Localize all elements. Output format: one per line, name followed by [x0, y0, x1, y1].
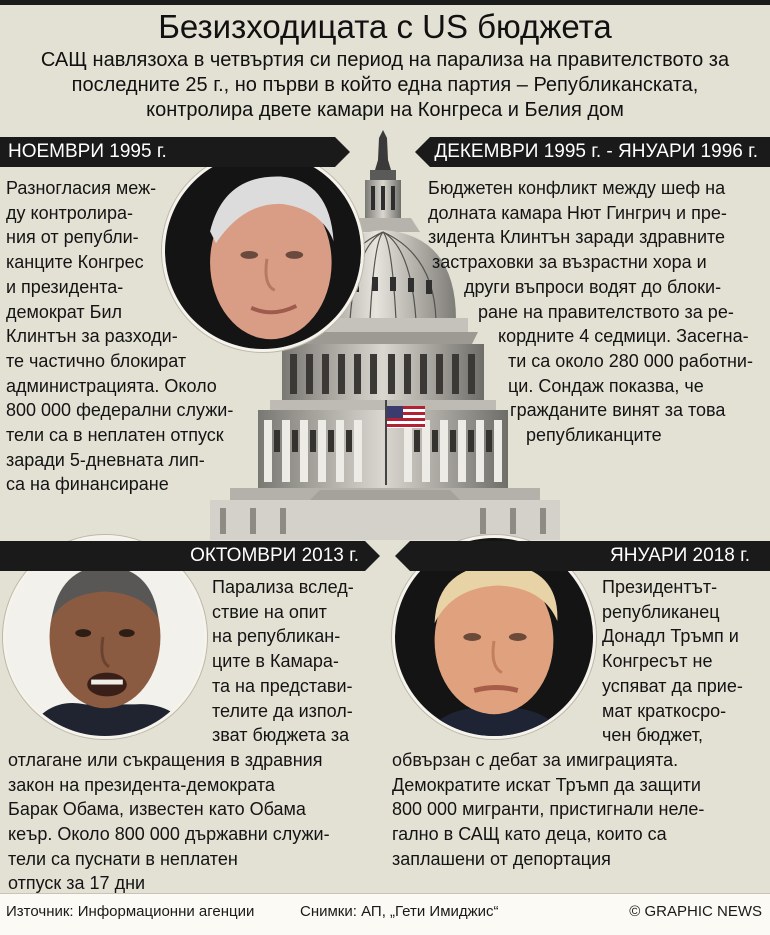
text-line: Бюджетен конфликт между шеф на	[428, 178, 726, 198]
label-text: ЯНУАРИ 2018 г.	[610, 545, 750, 566]
brand-credit: © GRAPHIC NEWS	[629, 903, 762, 920]
top-rule	[0, 0, 770, 5]
text-line: 800 000 федерални служи-	[6, 400, 234, 421]
label-text: ОКТОМВРИ 2013 г.	[190, 545, 359, 566]
footer	[0, 893, 770, 935]
label-december-1995-january-1996	[430, 137, 770, 167]
label-january-2018	[410, 541, 770, 571]
text-line: долната камара Нют Гингрич и пре-	[428, 202, 727, 223]
text-line: успяват да прие-	[602, 675, 743, 696]
subtitle-line: САЩ навлязоха в четвъртия си период на парализа на правителството за	[40, 49, 730, 71]
text-line: Конгресът не	[602, 651, 713, 672]
text-line: зват бюджета за	[212, 725, 350, 746]
text-line: Демократите искат Тръмп да защити	[392, 774, 701, 795]
text-line: ци. Сондаж показва, че	[508, 375, 704, 396]
text-line: застраховки за възрастни хора и	[432, 252, 707, 273]
page-title: Безизходицата с US бюджета	[158, 8, 612, 45]
label-text: НОЕМВРИ 1995 г.	[8, 141, 167, 162]
text-line: телите да изпол-	[212, 700, 353, 721]
text-line: на републикан-	[212, 626, 341, 647]
text-line: отлагане или съкращения в здравния	[8, 749, 323, 770]
photo-credit: Снимки: АП, „Гети Имиджис“	[300, 903, 499, 920]
subtitle-line: последните 25 г., но първи в който една партия – Републиканската,	[71, 74, 699, 96]
text-line: републиканец	[602, 601, 720, 622]
text-line: зидента Клинтън заради здравните	[428, 227, 726, 248]
text-line: гално в САЩ като деца, които са	[392, 824, 667, 845]
text-line: са на финансиране	[6, 474, 169, 495]
text-line: мат краткосро-	[602, 700, 727, 721]
text-line: ти са около 280 000 работни-	[508, 350, 753, 371]
text-line: Президентът-	[602, 577, 718, 597]
text-line: заплашени от депортация	[392, 848, 611, 869]
subtitle-line: контролира двете камари на Конгреса и Белия дом	[146, 99, 624, 121]
text-line: чен бюджет,	[602, 725, 703, 746]
text-line: ците в Камара-	[212, 651, 339, 672]
text-line: отпуск за 17 дни	[8, 873, 146, 894]
text-line: Парализа вслед-	[212, 577, 354, 597]
label-text: ДЕКЕМВРИ 1995 г. - ЯНУАРИ 1996 г.	[434, 141, 758, 162]
label-october-2013	[0, 541, 365, 571]
label-november-1995	[0, 137, 335, 167]
text-november-1995	[6, 176, 266, 497]
text-line: кордните 4 седмици. Засегна-	[498, 326, 749, 347]
text-line: администрацията. Около	[6, 375, 217, 396]
text-line: Донадл Тръмп и	[602, 626, 739, 647]
text-line: закон на президента-демократа	[8, 774, 275, 795]
us-flag-icon	[387, 406, 425, 428]
text-line: те частично блокират	[6, 350, 187, 371]
text-line: канците Конгрес	[6, 252, 144, 273]
text-line: Разногласия меж-	[6, 178, 157, 198]
source-credit: Източник: Информационни агенции	[6, 903, 255, 920]
text-line: кеър. Около 800 000 държавни служи-	[8, 824, 330, 845]
text-october-2013	[8, 575, 368, 896]
text-line: 800 000 мигранти, пристигнали неле-	[392, 799, 705, 820]
text-line: демократ Бил	[6, 301, 123, 322]
text-december-1995-january-1996	[428, 176, 768, 448]
text-line: обвързан с дебат за имиграцията.	[392, 749, 679, 770]
text-line: ния от републи-	[6, 227, 139, 248]
text-line: републиканците	[526, 425, 662, 446]
text-line: Клинтън за разходи-	[6, 326, 178, 347]
text-line: заради 5-дневната лип-	[6, 449, 205, 470]
text-line: гражданите винят за това	[510, 400, 726, 421]
text-line: и президента-	[6, 276, 124, 297]
text-line: тели са пуснати в неплатен	[8, 848, 238, 869]
text-line: тели са в неплатен отпуск	[6, 425, 224, 446]
subtitle	[30, 48, 740, 123]
text-line: други въпроси водят до блоки-	[464, 276, 722, 297]
text-line: та на представи-	[212, 675, 353, 696]
text-line: ране на правителството за ре-	[478, 301, 734, 322]
text-line: Барак Обама, известен като Обама	[8, 799, 306, 820]
text-line: ствие на опит	[212, 601, 327, 622]
text-line: ду контролира-	[6, 202, 133, 223]
text-january-2018	[392, 575, 767, 871]
